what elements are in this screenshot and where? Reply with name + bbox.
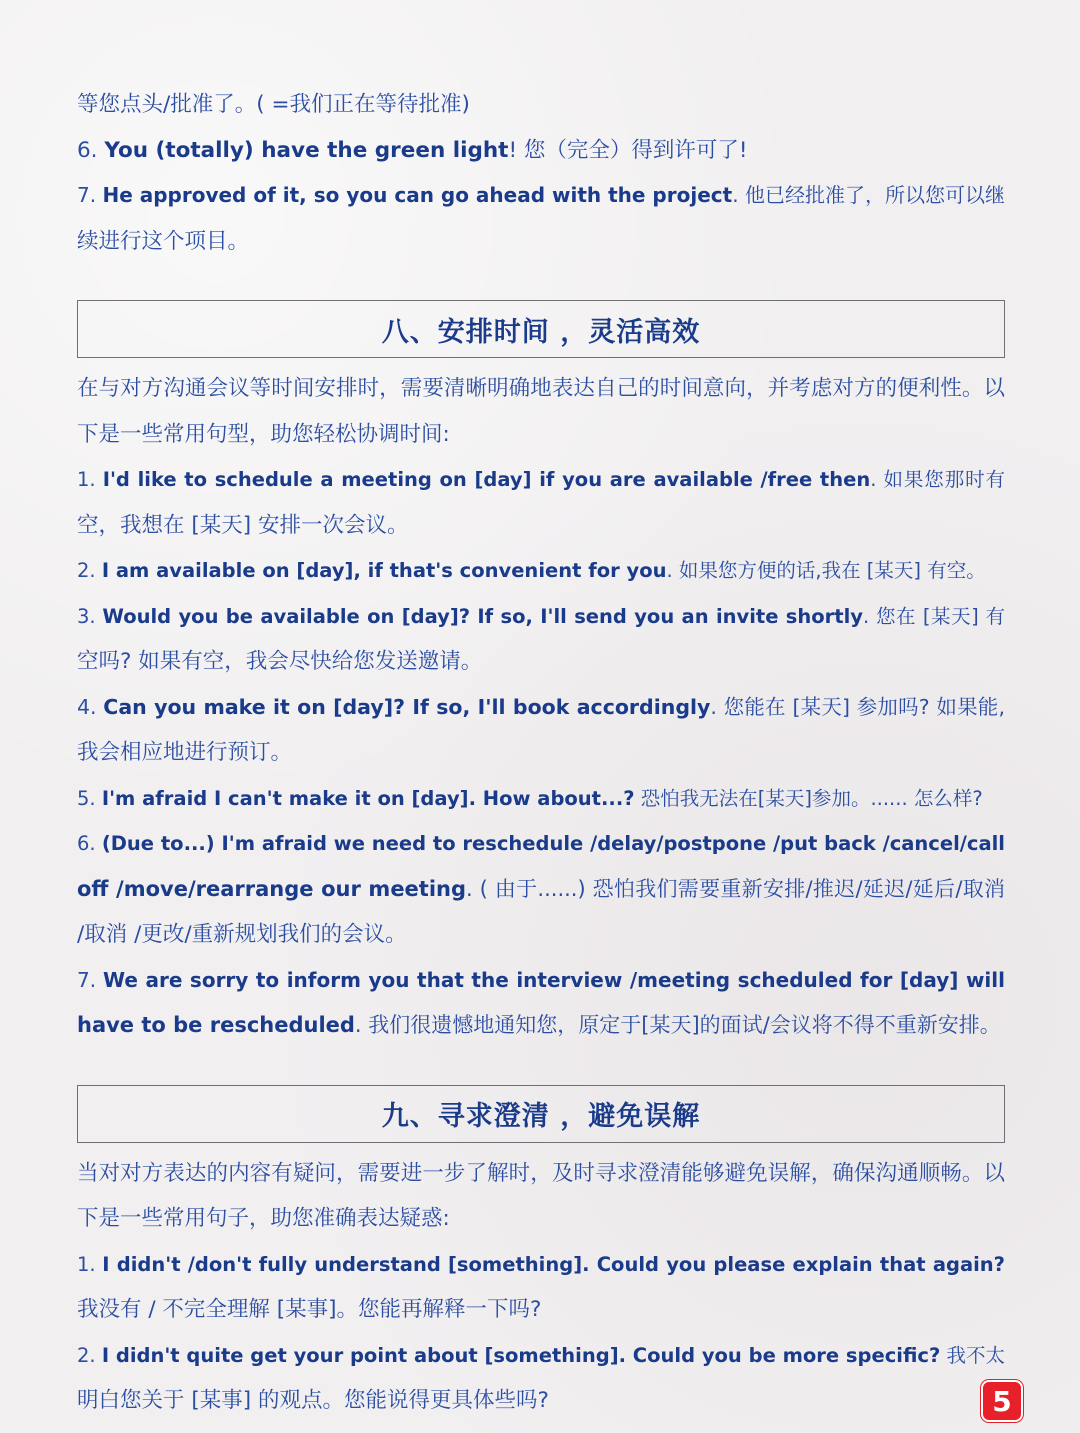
list-item: 1. I didn't /don't fully understand [something]. Could you please explain that again? [77, 1252, 1005, 1276]
document-body [77, 82, 1005, 1424]
section-description: 当对对方表达的内容有疑问，需要进一步了解时，及时寻求澄清能够避免误解，确保沟通顺畅。以 [77, 1160, 1005, 1186]
list-item: 7. He approved of it, so you can go ahead with the project. 他已经批准了，所以您可以继 [77, 183, 1006, 207]
list-item-continuation: 续进行这个项目。 [77, 228, 250, 254]
intro-line: 等您点头/批准了。( =我们正在等待批准) [77, 92, 470, 117]
list-item: 1. I'd like to schedule a meeting on [day] if you are available /free then. 如果您那时有 [77, 468, 1005, 491]
list-item: 6. (Due to...) I'm afraid we need to reschedule /delay/postpone /put back /cancel/call [77, 832, 1005, 855]
list-item: 5. I'm afraid I can't make it on [day]. How about...? 恐怕我无法在[某天]参加。...... 怎么样? [77, 786, 983, 810]
list-item-continuation: /取消 /更改/重新规划我们的会议。 [77, 922, 407, 947]
list-item: 2. I didn't quite get your point about [something]. Could you be more specific? 我不太 [77, 1343, 1005, 1367]
list-item: 6. You (totally) have the green light! 您（完全）得到许可了! [77, 137, 748, 163]
section-description: 在与对方沟通会议等时间安排时，需要清晰明确地表达自己的时间意向，并考虑对方的便利性。以 [77, 376, 1005, 401]
list-item: 3. Would you be available on [day]? If so, I'll send you an invite shortly. 您在 [某天] 有 [77, 604, 1005, 628]
list-item: 4. Can you make it on [day]? If so, I'll book accordingly. 您能在 [某天] 参加吗? 如果能, [77, 694, 1005, 719]
section-description: 下是一些常用句型，助您轻松协调时间: [77, 421, 450, 447]
list-item-continuation: 空吗? 如果有空，我会尽快给您发送邀请。 [77, 649, 483, 674]
section-heading: 九、寻求澄清 ，避免误解 [77, 1085, 1005, 1143]
list-item-continuation: have to be rescheduled. 我们很遗憾地通知您，原定于[某天]的面试/会议将不得不重新安排。 [77, 1013, 1001, 1037]
list-item-continuation: 我会相应地进行预订。 [77, 740, 293, 765]
section-heading: 八、安排时间 ，灵活高效 [77, 300, 1005, 358]
page-number-badge: 5 [981, 1380, 1023, 1422]
list-item-continuation: 明白您关于 [某事] 的观点。您能说得更具体些吗? [77, 1388, 549, 1413]
section-description: 下是一些常用句子，助您准确表达疑惑: [77, 1206, 450, 1231]
list-item: 2. I am available on [day], if that's convenient for you. 如果您方便的话,我在 [某天] 有空。 [77, 559, 986, 582]
list-item: 7. We are sorry to inform you that the interview /meeting scheduled for [day] will [77, 967, 1005, 992]
list-item-continuation: 空，我想在 [某天] 安排一次会议。 [77, 512, 409, 538]
list-item-continuation: 我没有 / 不完全理解 [某事]。您能再解释一下吗? [77, 1297, 542, 1322]
list-item-continuation: off /move/rearrange our meeting. ( 由于......) 恐怕我们需要重新安排/推迟/延迟/延后/取消 [77, 876, 1006, 901]
